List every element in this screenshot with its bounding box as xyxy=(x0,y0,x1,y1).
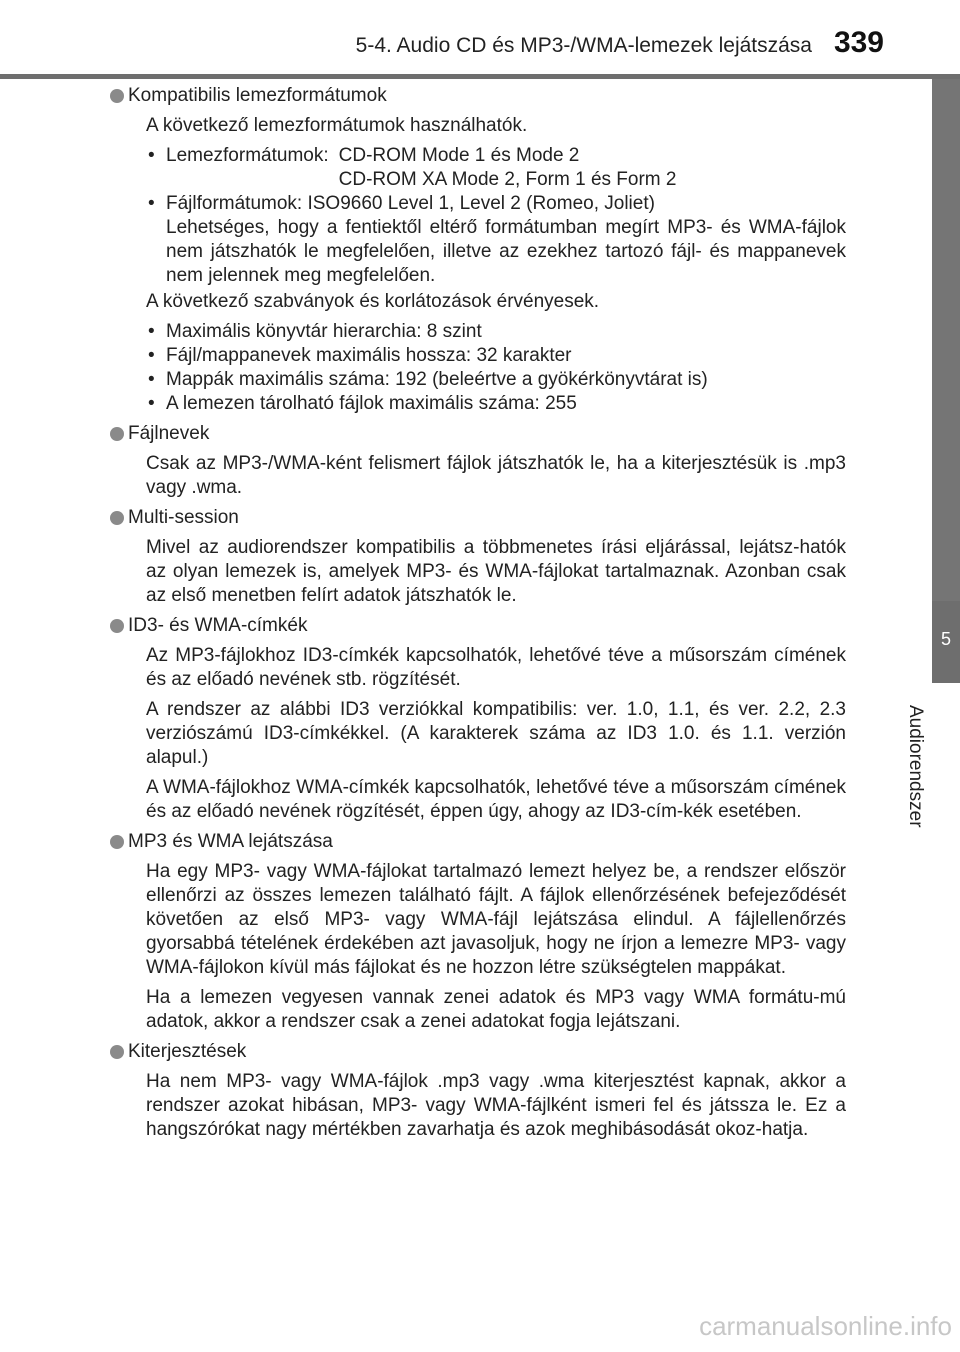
format-list xyxy=(146,144,846,288)
list-item: • Mappák maximális száma: 192 (beleértve a gyökérkönyvtárat is) xyxy=(146,368,846,392)
watermark: carmanualsonline.info xyxy=(699,1311,952,1341)
section-heading: MP3 és WMA lejátszása xyxy=(110,830,846,854)
bullet-circle-icon xyxy=(110,511,124,525)
paragraph: Ha egy MP3- vagy WMA-fájlokat tartalmazó lemezt helyez be, a rendszer először ellenőrzi az összes lemezen található fájlt. A fájlok ellenőrzésének befejeződését követően az első MP3- vagy WMA-fájl lejátszása elindul. A fájlellenőrzés gyorsabbá tételének érdekében azt javasoljuk, hogy ne írjon a lemezre MP3- vagy WMA-fájlokon kívül más fájlokat és ne hozzon létre szükségtelen mappákat. xyxy=(146,861,846,978)
paragraph: Az MP3-fájlokhoz ID3-címkék kapcsolhatók, lehetővé téve a műsorszám címének és az előadó nevének stb. rögzítését. xyxy=(146,645,846,690)
page-header xyxy=(0,0,960,80)
section-extensions xyxy=(128,1040,846,1142)
section-heading: Kompatibilis lemezformátumok xyxy=(110,84,846,108)
section-tags xyxy=(128,614,846,824)
side-tab-bar xyxy=(932,79,960,601)
section-multisession xyxy=(128,506,846,608)
section-heading: Kiterjesztések xyxy=(110,1040,846,1064)
list-item: • Fájl/mappanevek maximális hossza: 32 karakter xyxy=(146,344,846,368)
paragraph: A WMA-fájlokhoz WMA-címkék kapcsolhatók, lehetővé téve a műsorszám címének és az előadó nevének rögzítését, éppen úgy, ahogy az ID3-cím-kék esetében. xyxy=(146,777,846,822)
section-title: 5-4. Audio CD és MP3-/WMA-lemezek lejátszása xyxy=(355,34,812,57)
page-content xyxy=(128,84,846,1148)
section-heading: Fájlnevek xyxy=(110,422,846,446)
paragraph: Ha nem MP3- vagy WMA-fájlok .mp3 vagy .wma kiterjesztést kapnak, akkor a rendszer azokat hibásan, MP3- vagy WMA-fájlként ismeri fel és játssza le. Ez a hangszórókat nagy mértékben zavarhatja és azok meghibásodását okoz-hatja. xyxy=(146,1071,846,1140)
section-filenames xyxy=(128,422,846,500)
section-formats xyxy=(128,84,846,416)
header-rule xyxy=(0,74,960,79)
bullet-circle-icon xyxy=(110,89,124,103)
paragraph: Ha a lemezen vegyesen vannak zenei adatok és MP3 vagy WMA formátu-mú adatok, akkor a rendszer csak a zenei adatokat fogja lejátszani. xyxy=(146,987,846,1032)
bullet-circle-icon xyxy=(110,427,124,441)
paragraph: Mivel az audiorendszer kompatibilis a többmenetes írási eljárással, lejátsz-hatók az olyan lemezek is, amelyek MP3- és WMA-fájlokat tartalmaznak. Azonban csak az első menetben felírt adatok játszhatók le. xyxy=(146,537,846,606)
list-item: • Lemezformátumok: CD-ROM Mode 1 és Mode 2 CD-ROM XA Mode 2, Form 1 és Form 2 xyxy=(146,144,846,192)
chapter-label-text: Audiorendszer xyxy=(905,705,926,828)
section-heading: Multi-session xyxy=(110,506,846,530)
paragraph: Csak az MP3-/WMA-ként felismert fájlok játszhatók le, ha a kiterjesztésük is .mp3 vagy .wma. xyxy=(146,453,846,498)
list-item: • Maximális könyvtár hierarchia: 8 szint xyxy=(146,320,846,344)
limits-list xyxy=(146,320,846,416)
list-item: • Fájlformátumok: ISO9660 Level 1, Level 2 (Romeo, Joliet) Lehetséges, hogy a fentiektől eltérő formátumban megírt MP3- és WMA-fájlok nem játszhatók le megfelelően, illetve az ezekhez tartozó fájl- és mappanevek nem jelennek meg megfelelően. xyxy=(146,192,846,288)
paragraph: A következő szabványok és korlátozások érvényesek. xyxy=(146,291,600,312)
paragraph: A rendszer az alábbi ID3 verziókkal kompatibilis: ver. 1.0, 1.1, és ver. 2.2, 2.3 verziószámú ID3-címkékkel. (A karakterek száma az ID3 1.0. és 1.1. verzión alapul.) xyxy=(146,699,846,768)
list-item: • A lemezen tárolható fájlok maximális száma: 255 xyxy=(146,392,846,416)
bullet-circle-icon xyxy=(110,1045,124,1059)
bullet-circle-icon xyxy=(110,835,124,849)
chapter-label xyxy=(896,705,936,855)
chapter-tab: 5 xyxy=(932,601,960,683)
bullet-circle-icon xyxy=(110,619,124,633)
paragraph: A következő lemezformátumok használhatók. xyxy=(146,115,528,136)
section-heading: ID3- és WMA-címkék xyxy=(110,614,846,638)
section-playback xyxy=(128,830,846,1034)
page-number: 339 xyxy=(833,26,884,59)
